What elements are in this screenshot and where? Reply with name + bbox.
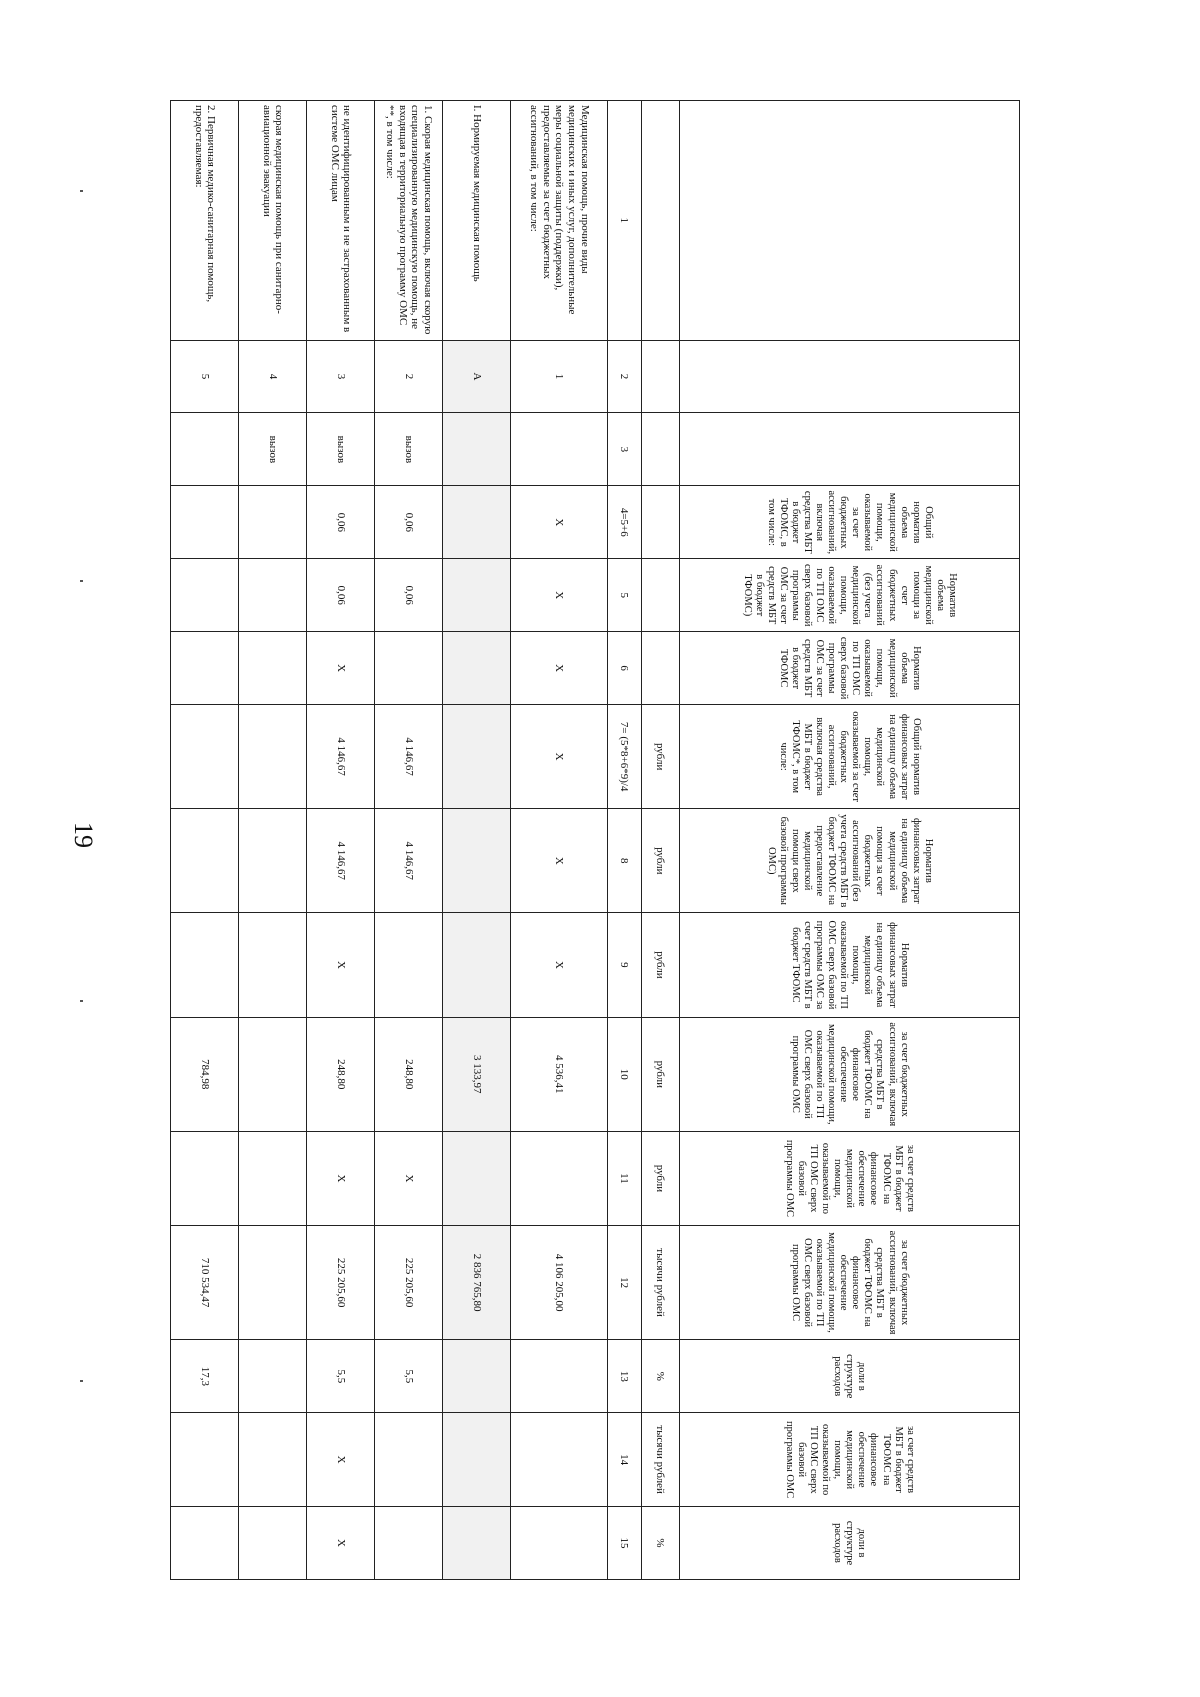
margin-mark xyxy=(80,580,83,582)
table-cell xyxy=(443,413,511,486)
table-cell: 248,80 xyxy=(375,1017,443,1132)
table-cell xyxy=(239,1017,307,1132)
table-cell xyxy=(511,1507,607,1580)
table-cell: 4 146,67 xyxy=(307,705,375,809)
table-cell: 225 205,60 xyxy=(307,1225,375,1340)
table-cell: X xyxy=(307,632,375,705)
table-row xyxy=(239,101,307,1580)
table-row xyxy=(443,101,511,1580)
index-cell: 7= (5*8+6*9)/4 xyxy=(607,705,641,809)
row-label: 2. Первичная медико-санитарная помощь, предоставляемая: xyxy=(171,101,239,341)
units-cell: % xyxy=(641,1340,679,1413)
index-cell: 9 xyxy=(607,913,641,1017)
header-cell xyxy=(679,413,1019,486)
table-cell xyxy=(511,1340,607,1413)
table-cell: X xyxy=(511,705,607,809)
table-cell xyxy=(171,486,239,559)
table-cell: 1 xyxy=(511,340,607,413)
table-cell xyxy=(239,913,307,1017)
header-cell: за счет бюджетных ассигнований, включая средства МБТ в бюджет ТФОМС на финансовое обеспечение медицинской помощи, оказываемой по ТП ОМС сверх базовой программы ОМС xyxy=(679,1225,1019,1340)
header-cell: за счет средств МБТ в бюджет ТФОМС на финансовое обеспечение медицинской помощи, оказываемой по ТП ОМС сверх базовой программы ОМС xyxy=(679,1413,1019,1507)
table-cell: 3 133,97 xyxy=(443,1017,511,1132)
table-cell: вызов xyxy=(307,413,375,486)
index-cell: 12 xyxy=(607,1225,641,1340)
table-cell: 4 xyxy=(239,340,307,413)
table-row xyxy=(511,101,607,1580)
table-cell xyxy=(375,632,443,705)
table-cell xyxy=(171,632,239,705)
table-cell: 5,5 xyxy=(375,1340,443,1413)
table-cell: 248,80 xyxy=(307,1017,375,1132)
table-cell: 5 xyxy=(171,340,239,413)
table-cell xyxy=(443,559,511,632)
units-cell: рубли xyxy=(641,913,679,1017)
table-cell xyxy=(443,913,511,1017)
units-cell: рубли xyxy=(641,1132,679,1226)
table-cell: 3 xyxy=(307,340,375,413)
table-cell: 0,06 xyxy=(375,486,443,559)
header-cell: доли в структуре расходов xyxy=(679,1507,1019,1580)
margin-mark xyxy=(80,1000,83,1002)
table-cell: X xyxy=(511,913,607,1017)
header-cell: Общий норматив финансовых затрат на единицу объема медицинской помощи, оказываемой за счет бюджетных ассигнований, включая средства МБТ в бюджет ТФОМС*, в том числе: xyxy=(679,705,1019,809)
table-cell xyxy=(375,913,443,1017)
table-cell xyxy=(239,559,307,632)
table-cell: 4 106 205,00 xyxy=(511,1225,607,1340)
table-cell: X xyxy=(511,632,607,705)
table-cell: 0,06 xyxy=(307,486,375,559)
row-label: I. Нормируемая медицинская помощь xyxy=(443,101,511,341)
rotated-table-frame xyxy=(170,100,1020,1580)
index-cell: 10 xyxy=(607,1017,641,1132)
table-cell: 225 205,60 xyxy=(375,1225,443,1340)
header-row xyxy=(679,101,1019,1580)
row-label: скорая медицинская помощь при санитарно-авиационной эвакуации xyxy=(239,101,307,341)
table-cell xyxy=(171,913,239,1017)
page-number: 19 xyxy=(69,822,98,848)
units-cell: тысячи рублей xyxy=(641,1413,679,1507)
table-cell xyxy=(443,632,511,705)
index-cell: 15 xyxy=(607,1507,641,1580)
units-cell xyxy=(641,486,679,559)
table-cell xyxy=(511,1413,607,1507)
table-cell xyxy=(239,1340,307,1413)
table-cell xyxy=(171,809,239,913)
units-cell: тысячи рублей xyxy=(641,1225,679,1340)
table-body xyxy=(171,101,608,1580)
index-cell: 2 xyxy=(607,340,641,413)
units-cell xyxy=(641,101,679,341)
units-row xyxy=(641,101,679,1580)
table-cell xyxy=(511,1132,607,1226)
units-cell xyxy=(641,632,679,705)
table-cell: X xyxy=(307,1507,375,1580)
table-cell: 710 534,47 xyxy=(171,1225,239,1340)
index-cell: 13 xyxy=(607,1340,641,1413)
table-cell: X xyxy=(307,1413,375,1507)
table-cell xyxy=(443,1132,511,1226)
table-cell: 4 146,67 xyxy=(307,809,375,913)
table-cell xyxy=(443,705,511,809)
table-row xyxy=(171,101,239,1580)
table-cell: А xyxy=(443,340,511,413)
table-cell xyxy=(171,1132,239,1226)
index-cell: 1 xyxy=(607,101,641,341)
table-cell xyxy=(239,1132,307,1226)
index-cell: 6 xyxy=(607,632,641,705)
units-cell: рубли xyxy=(641,809,679,913)
table-cell: 0,06 xyxy=(375,559,443,632)
table-cell xyxy=(239,1225,307,1340)
header-cell: за счет средств МБТ в бюджет ТФОМС на финансовое обеспечение медицинской помощи, оказываемой по ТП ОМС сверх базовой программы ОМС xyxy=(679,1132,1019,1226)
index-cell: 11 xyxy=(607,1132,641,1226)
table-cell xyxy=(443,1340,511,1413)
table-cell xyxy=(239,705,307,809)
row-label: 1. Скорая медицинская помощь, включая скорую специализированную медицинскую помощь, не входящая в территориальную программу ОМС **, в том числе: xyxy=(375,101,443,341)
units-cell xyxy=(641,559,679,632)
header-cell: доли в структуре расходов xyxy=(679,1340,1019,1413)
table-cell xyxy=(443,486,511,559)
table-row xyxy=(307,101,375,1580)
table-cell xyxy=(239,809,307,913)
table-cell: X xyxy=(511,559,607,632)
table-cell: 5,5 xyxy=(307,1340,375,1413)
table-cell: 4 146,67 xyxy=(375,809,443,913)
table-cell xyxy=(171,1413,239,1507)
units-cell: рубли xyxy=(641,705,679,809)
row-label: Медицинская помощь, прочие виды медицинских и иных услуг, дополнительные меры социальной защиты (поддержки), предоставляемые за счет бюджетных ассигнований, в том числе: xyxy=(511,101,607,341)
header-cell: Норматив финансовых затрат на единицу объема медицинской помощи, оказываемой по ТП ОМС сверх базовой программы ОМС за счет средств МБТ в бюджет ТФОМС xyxy=(679,913,1019,1017)
table-cell: X xyxy=(307,913,375,1017)
index-row xyxy=(607,101,641,1580)
table-cell xyxy=(171,413,239,486)
table-cell: 17,3 xyxy=(171,1340,239,1413)
table-cell xyxy=(443,1413,511,1507)
margin-mark xyxy=(80,190,83,192)
table-cell xyxy=(375,1413,443,1507)
table-cell xyxy=(443,809,511,913)
table-cell: 0,06 xyxy=(307,559,375,632)
units-cell: % xyxy=(641,1507,679,1580)
table-cell: 2 xyxy=(375,340,443,413)
table-cell xyxy=(171,705,239,809)
table-cell xyxy=(239,632,307,705)
table-cell: 4 146,67 xyxy=(375,705,443,809)
units-cell xyxy=(641,413,679,486)
table-cell xyxy=(511,413,607,486)
table-cell: X xyxy=(375,1132,443,1226)
header-cell: Общий норматив объема медицинской помощи, оказываемой за счет бюджетных ассигнований, включая средства МБТ в бюджет ТФОМС, в том числе: xyxy=(679,486,1019,559)
index-cell: 4=5+6 xyxy=(607,486,641,559)
index-cell: 3 xyxy=(607,413,641,486)
table-cell xyxy=(443,1507,511,1580)
header-cell: Норматив финансовых затрат на единицу объема медицинской помощи за счет бюджетных ассигнований (без учета средств МБТ в бюджет ТФОМС на предоставление медицинской помощи сверх базовой программы ОМС) xyxy=(679,809,1019,913)
table-cell: 4 536,41 xyxy=(511,1017,607,1132)
table-cell: 2 836 765,80 xyxy=(443,1225,511,1340)
table-cell: X xyxy=(307,1132,375,1226)
table-cell xyxy=(239,1507,307,1580)
table-cell: X xyxy=(511,809,607,913)
margin-mark xyxy=(80,1380,83,1382)
index-cell: 8 xyxy=(607,809,641,913)
table-cell xyxy=(375,1507,443,1580)
header-cell xyxy=(679,101,1019,341)
table-row xyxy=(375,101,443,1580)
units-cell: рубли xyxy=(641,1017,679,1132)
header-cell: Норматив объема медицинской помощи за счет бюджетных ассигнований (без учета медицинской помощи, оказываемой по ТП ОМС сверх базовой программы ОМС за счет средств МБТ в бюджет ТФОМС) xyxy=(679,559,1019,632)
index-cell: 5 xyxy=(607,559,641,632)
rotated-table xyxy=(170,100,1020,1580)
header-cell: за счет бюджетных ассигнований, включая средства МБТ в бюджет ТФОМС на финансовое обеспечение медицинской помощи, оказываемой по ТП ОМС сверх базовой программы ОМС xyxy=(679,1017,1019,1132)
header-cell: Норматив объема медицинской помощи, оказываемой по ТП ОМС сверх базовой программы ОМС за счет средств МБТ в бюджет ТФОМС xyxy=(679,632,1019,705)
table-cell xyxy=(239,486,307,559)
table-cell: вызов xyxy=(239,413,307,486)
table-cell: X xyxy=(511,486,607,559)
units-cell xyxy=(641,340,679,413)
volume-finance-table xyxy=(170,100,1020,1580)
table-cell xyxy=(171,559,239,632)
table-cell xyxy=(239,1413,307,1507)
table-cell xyxy=(171,1507,239,1580)
table-cell: вызов xyxy=(375,413,443,486)
header-cell xyxy=(679,340,1019,413)
index-cell: 14 xyxy=(607,1413,641,1507)
row-label: не идентифицированным и не застрахованным в системе ОМС лицам xyxy=(307,101,375,341)
table-cell: 784,98 xyxy=(171,1017,239,1132)
